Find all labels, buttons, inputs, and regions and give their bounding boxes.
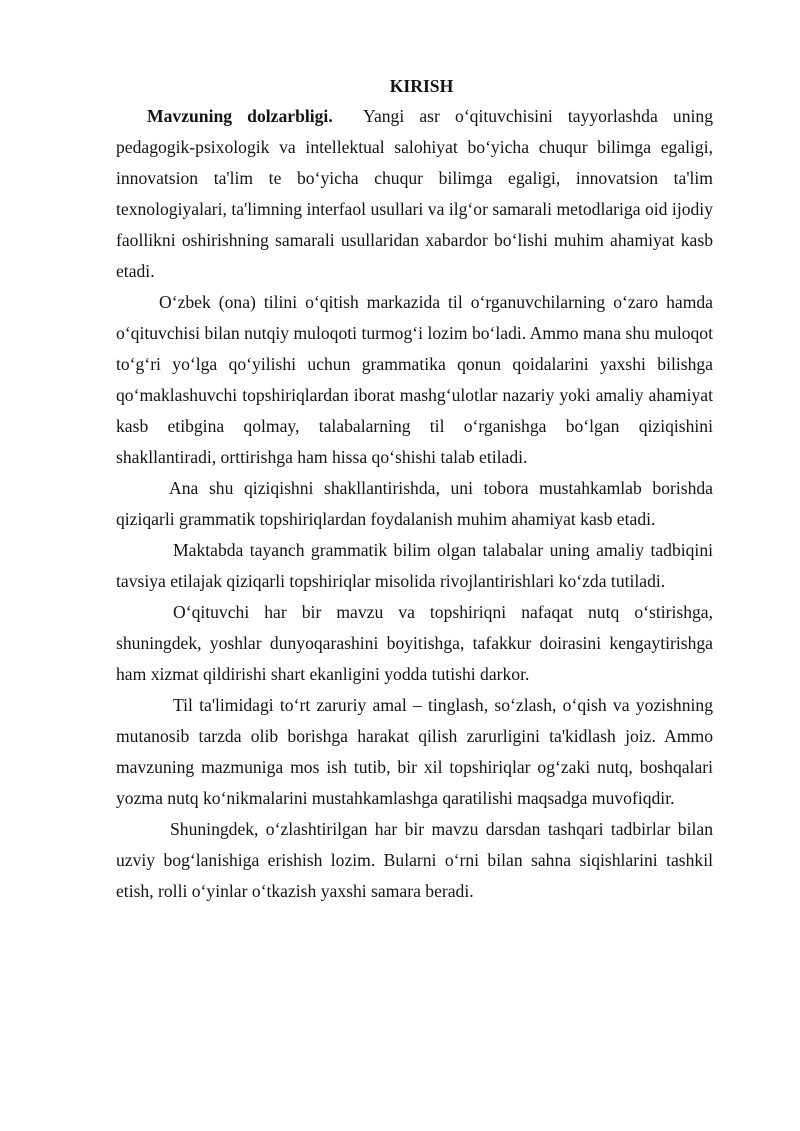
- paragraph: Ana shu qiziqishni shakllantirishda, uni tobora mustahkamlab borishda qiziqarli grammatik topshiriqlardan foydalanish muhim ahamiyat kasb etadi.: [116, 478, 713, 529]
- section-title: KIRISH: [389, 76, 454, 96]
- paragraph-text: Yangi asr o‘qituvchisini tayyorlashda uning pedagogik-psixologik va intellektual salohiyat bo‘yicha chuqur bilimga egaligi, innovatsion ta'lim te bo‘yicha chuqur bilimga egaligi, innovatsion ta'lim texnologiyalari, ta'limning interfaol usullari va ilg‘or samarali metodlariga oid ijodiy faollikni oshirishning samarali usullaridan xabardor bo‘lishi muhim ahamiyat kasb etadi.: [116, 106, 713, 281]
- document-page: [116, 74, 713, 907]
- paragraph: Shuningdek, o‘zlashtirilgan har bir mavzu darsdan tashqari tadbirlar bilan uzviy bog‘lanishiga erishish lozim. Bularni o‘rni bilan sahna siqishlarini tashkil etish, rolli o‘yinlar o‘tkazish yaxshi samara beradi.: [116, 819, 713, 901]
- lead-in-heading: Mavzuning dolzarbligi.: [147, 106, 333, 126]
- paragraph: O‘qituvchi har bir mavzu va topshiriqni nafaqat nutq o‘stirishga, shuningdek, yoshlar dunyoqarashini boyitishga, tafakkur doirasini kengaytirishga ham xizmat qildirishi shart ekanligini yodda tutishi darkor.: [116, 602, 713, 684]
- paragraph-relevance: [116, 101, 713, 287]
- paragraph: Til ta'limidagi to‘rt zaruriy amal – tinglash, so‘zlash, o‘qish va yozishning mutanosib tarzda olib borishga harakat qilish zarurligini ta'kidlash joiz. Ammo mavzuning mazmuniga mos ish tutib, bir xil topshiriqlar og‘zaki nutq, boshqalari yozma nutq ko‘nikmalarini mustahkamlashga qaratilishi maqsadga muvofiqdir.: [116, 695, 713, 808]
- paragraph: Maktabda tayanch grammatik bilim olgan talabalar uning amaliy tadbiqini tavsiya etilajak qiziqarli topshiriqlar misolida rivojlantirishlari ko‘zda tutiladi.: [116, 540, 713, 591]
- paragraph: O‘zbek (ona) tilini o‘qitish markazida til o‘rganuvchilarning o‘zaro hamda o‘qituvchisi bilan nutqiy muloqoti turmog‘i lozim bo‘ladi. Ammo mana shu muloqot to‘g‘ri yo‘lga qo‘yilishi uchun grammatika qonun qoidalarini yaxshi bilishga qo‘maklashuvchi topshiriqlardan iborat mashg‘ulotlar nazariy yoki amaliy ahamiyat kasb etibgina qolmay, talabalarning til o‘rganishga bo‘lgan qiziqishini shakllantiradi, orttirishga ham hissa qo‘shishi talab etiladi.: [116, 292, 713, 467]
